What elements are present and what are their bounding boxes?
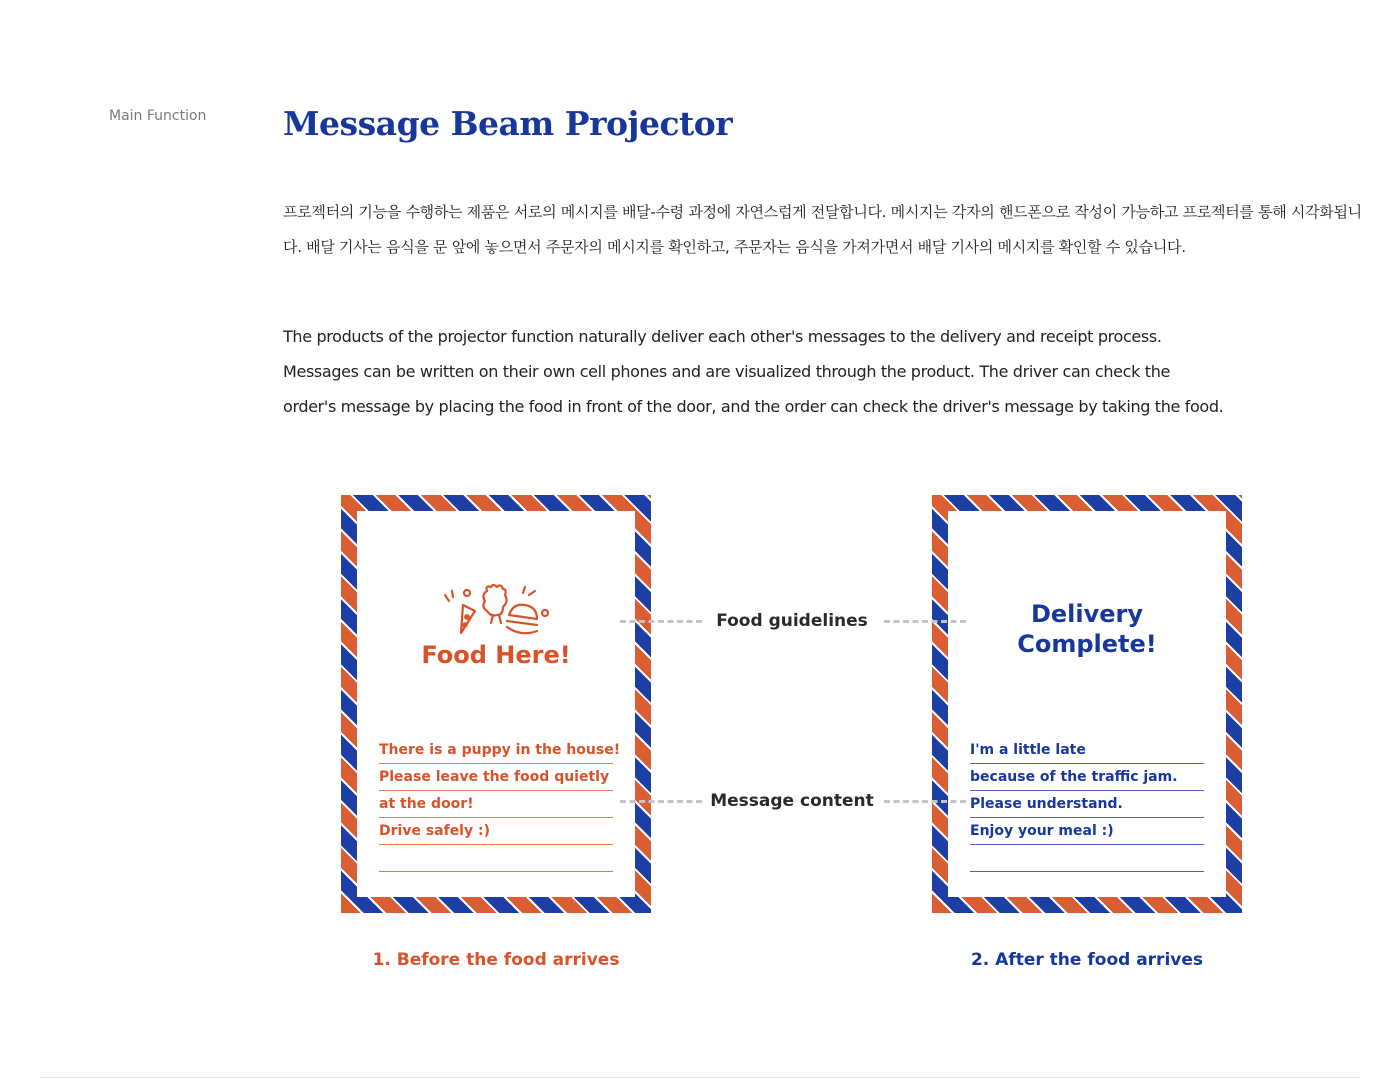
chicken-icon [483, 585, 506, 623]
burger-icon [507, 587, 548, 633]
message-line: There is a puppy in the house! [379, 737, 613, 764]
connector-dash-message-left [620, 800, 702, 803]
card-before-inner [357, 511, 635, 897]
message-lines-after [970, 737, 1204, 872]
connector-dash-guidelines-right [884, 620, 966, 623]
message-line: Please understand. [970, 791, 1204, 818]
food-icons [441, 581, 561, 641]
message-line [379, 845, 613, 872]
connector-label-message: Message content [710, 791, 874, 811]
connector-dash-message-right [884, 800, 966, 803]
message-line: Enjoy your meal :) [970, 818, 1204, 845]
card-before-food [341, 495, 651, 913]
description-korean: 프로젝터의 기능을 수행하는 제품은 서로의 메시지를 배달-수령 과정에 자연스럽게 전달합니다. 메시지는 각자의 핸드폰으로 작성이 가능하고 프로젝터를 통해 시각화됩니다. 배달 기사는 음식을 문 앞에 놓으면서 주문자의 메시지를 확인하고, 주문자는 음식을 가져가면서 배달 기사의 메시지를 확인할 수 있습니다. [283, 203, 1362, 256]
message-lines-before [379, 737, 621, 872]
connector-label-guidelines: Food guidelines [716, 611, 868, 631]
section-label: Main Function [109, 108, 207, 124]
message-line: because of the traffic jam. [970, 764, 1204, 791]
card-after-heading [948, 599, 1226, 659]
caption-before: 1. Before the food arrives [372, 950, 620, 970]
card-after-heading-line: Complete! [1017, 630, 1157, 658]
footer-divider [40, 1077, 1360, 1078]
description-english-line: order's message by placing the food in front of the door, and the order can check the driver's message by taking the food. [283, 397, 1224, 416]
caption-after: 2. After the food arrives [970, 950, 1204, 970]
pizza-icon [445, 590, 475, 633]
description-english [283, 319, 1363, 424]
page-title: Message Beam Projector [283, 104, 733, 143]
message-line: Please leave the food quietly [379, 764, 613, 791]
card-before-heading: Food Here! [421, 641, 571, 669]
card-after-heading-line: Delivery [1030, 600, 1144, 628]
card-after-inner [948, 511, 1226, 897]
description-english-line: Messages can be written on their own cell phones and are visualized through the product. The driver can check the [283, 362, 1170, 381]
description-english-line: The products of the projector function naturally deliver each other's messages to the delivery and receipt process. [283, 327, 1162, 346]
message-line: Drive safely :) [379, 818, 613, 845]
message-line: I'm a little late [970, 737, 1204, 764]
connector-dash-guidelines-left [620, 620, 702, 623]
message-line [970, 845, 1204, 872]
card-after-food [932, 495, 1242, 913]
message-line: at the door! [379, 791, 613, 818]
